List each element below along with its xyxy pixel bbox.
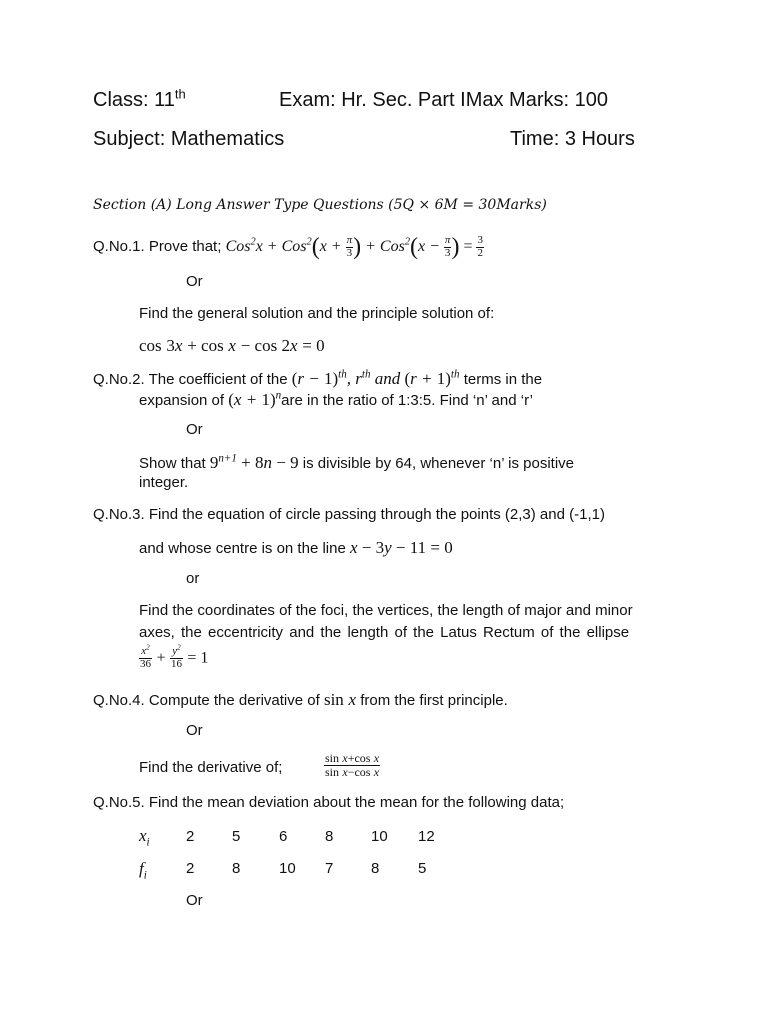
q2-alt-line1: Show that $9^{n+1} + 8n - 9$ is divisible by 64, whenever ‘n’ is positive	[139, 452, 575, 472]
q3-or: or	[186, 570, 200, 587]
section-a-heading: Section (A) Long Answer Type Questions (5Q × 6M = 30Marks)	[93, 197, 547, 213]
q5-f-cell: 8	[371, 860, 380, 877]
q5-f-cell: 5	[418, 860, 427, 877]
class-label: Class: 11th	[93, 86, 186, 111]
q3-alt-line2: axes, the eccentricity and the length of the Latus Rectum of the ellipse	[139, 624, 630, 641]
q5-x-cell: 12	[418, 828, 435, 845]
q3-alt-line1: Find the coordinates of the foci, the vertices, the length of major and minor	[139, 602, 633, 619]
q1-equation: Cos$^2$x + Cos$^2$(x + $\frac{\pi}{3}$ ) + Cos$^2$(x − $\frac{\pi}{3}$ ) = $\frac{3}{2}$	[225, 234, 483, 260]
q5-f-cell: 10	[279, 860, 296, 877]
q5-x-cell: 8	[325, 828, 334, 845]
exam-label: Exam: Hr. Sec. Part IMax Marks: 100	[279, 89, 608, 111]
q5-x-cell: 6	[279, 828, 288, 845]
q2-line2: expansion of $(x + 1)^nare$ in the ratio of 1:3:5. Find ‘n’ and ‘r’	[139, 389, 533, 409]
q5-f-cell: 7	[325, 860, 334, 877]
q5-x-label: $x_i$	[139, 826, 150, 849]
q5-x-cell: 2	[186, 828, 195, 845]
q5-or: Or	[186, 892, 203, 909]
q1-statement: Q.No.1. Prove that; Cos$^2$x + Cos$^2$(x + $\frac{\pi}{3}$ ) + Cos$^2$(x − $\frac{\pi}{3}$ ) = $\frac{3}{2}$	[93, 234, 483, 260]
q3-line2: and whose centre is on the line x − 3y − 11 = 0	[139, 538, 453, 557]
q4-alt: Find the derivative of;	[139, 759, 283, 776]
q5-x-cell: 10	[371, 828, 388, 845]
q5-f-label: $f_i$	[139, 859, 147, 882]
q1-alt: Find the general solution and the principle solution of:	[139, 305, 495, 322]
q4-line: Q.No.4. Compute the derivative of sin x from the first principle.	[93, 690, 508, 709]
q5-line: Q.No.5. Find the mean deviation about the mean for the following data;	[93, 794, 565, 811]
time-label: Time: 3 Hours	[510, 128, 635, 150]
q2-or: Or	[186, 421, 203, 438]
q5-f-cell: 8	[232, 860, 241, 877]
q3-ellipse-equation: $\frac{x^2}{36}$ + $\frac{y^2}{16}$ = 1	[140, 643, 209, 670]
q2-alt-line2: integer.	[139, 474, 189, 491]
subject-label: Subject: Mathematics	[93, 128, 285, 150]
q4-or: Or	[186, 722, 203, 739]
q1-alt-equation: cos 3x + cos x − cos 2x = 0	[139, 336, 325, 355]
q4-fraction: $\frac{\text{sin x+cos x}}{\text{sin x−cos x}}$	[325, 751, 380, 779]
q5-x-cell: 5	[232, 828, 241, 845]
q1-or: Or	[186, 273, 203, 290]
q5-f-cell: 2	[186, 860, 195, 877]
q2-line1: Q.No.2. The coefficient of the $(r - 1)^{th}$, $r^{th}$ and $(r + 1)^{th}$ terms in the	[93, 368, 543, 388]
q3-line1: Q.No.3. Find the equation of circle passing through the points (2,3) and (-1,1)	[93, 506, 605, 523]
